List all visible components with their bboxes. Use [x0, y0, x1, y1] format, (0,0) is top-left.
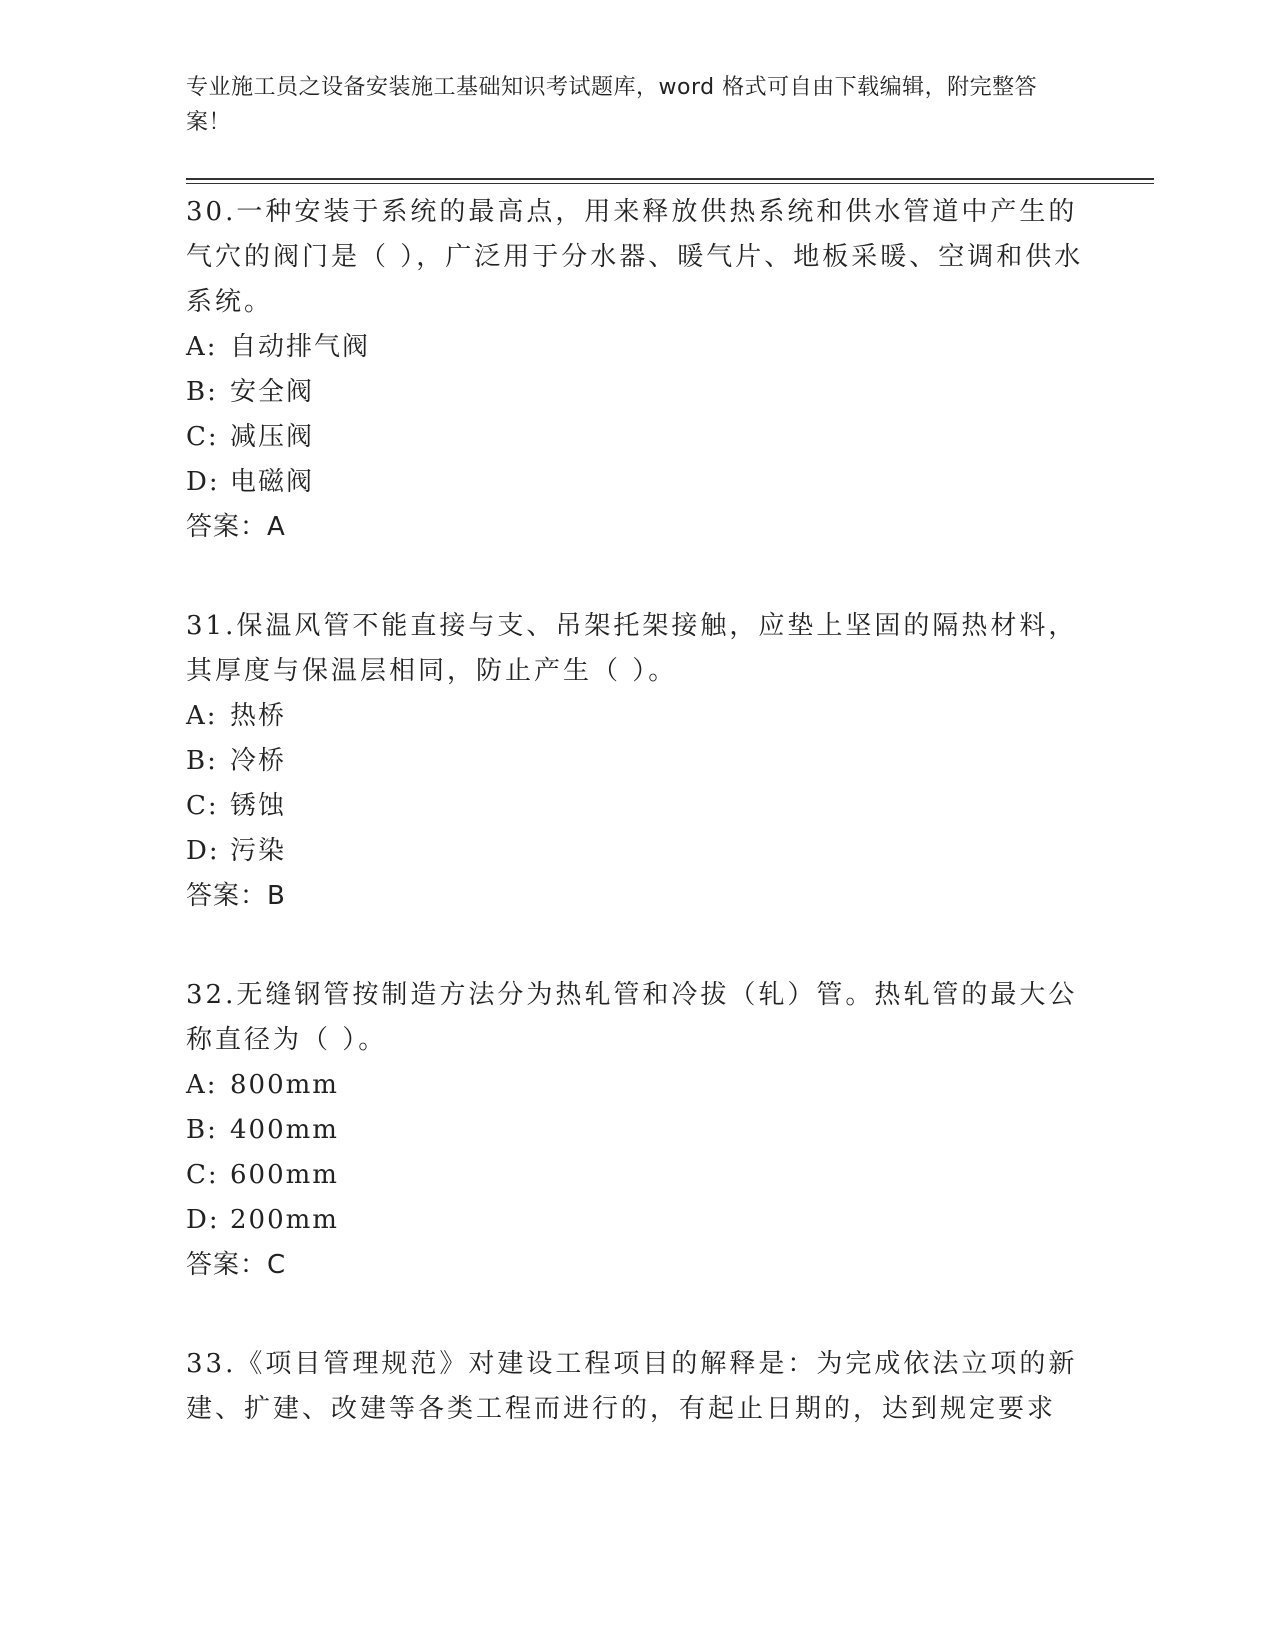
option-a [186, 694, 1086, 739]
option-text: 锈蚀 [230, 791, 287, 821]
option-text: 冷桥 [230, 746, 287, 776]
option-d [186, 1198, 1086, 1243]
option-b [186, 370, 1086, 415]
option-text: 400mm [230, 1115, 339, 1145]
question-30 [186, 190, 1086, 550]
option-label: C: [186, 422, 219, 452]
option-text: 减压阀 [230, 422, 315, 452]
option-text: 污染 [230, 836, 287, 866]
document-header [186, 70, 1066, 140]
option-text: 电磁阀 [230, 467, 315, 497]
header-text: 专业施工员之设备安装施工基础知识考试题库，word 格式可自由下载编辑，附完整答案！ [186, 75, 1038, 135]
option-label: B: [186, 1115, 218, 1145]
option-label: B: [186, 377, 218, 407]
answer: 答案：A [186, 512, 286, 542]
option-label: A: [186, 332, 218, 362]
question-text: 31.保温风管不能直接与支、吊架托架接触，应垫上坚固的隔热材料，其厚度与保温层相同，防止产生（ ）。 [186, 611, 1078, 686]
option-label: C: [186, 791, 219, 821]
option-text: 800mm [230, 1070, 339, 1100]
answer: 答案：C [186, 1250, 287, 1280]
question-32 [186, 973, 1086, 1288]
option-text: 安全阀 [230, 377, 315, 407]
option-label: D: [186, 1205, 220, 1235]
option-label: A: [186, 701, 218, 731]
option-d [186, 460, 1086, 505]
question-text: 30.一种安装于系统的最高点，用来释放供热系统和供水管道中产生的气穴的阀门是（ ），广泛用于分水器、暖气片、地板采暖、空调和供水系统。 [186, 197, 1084, 317]
option-label: B: [186, 746, 218, 776]
question-31 [186, 604, 1086, 919]
question-text: 32.无缝钢管按制造方法分为热轧管和冷拔（轧）管。热轧管的最大公称直径为（ ）。 [186, 980, 1078, 1055]
option-c [186, 1153, 1086, 1198]
option-text: 热桥 [230, 701, 287, 731]
option-label: D: [186, 467, 220, 497]
option-c [186, 784, 1086, 829]
option-c [186, 415, 1086, 460]
header-divider-thin [186, 183, 1154, 184]
option-a [186, 325, 1086, 370]
question-list [186, 190, 1086, 1486]
option-b [186, 739, 1086, 784]
option-a [186, 1063, 1086, 1108]
answer: 答案：B [186, 881, 286, 911]
question-33 [186, 1342, 1086, 1432]
option-text: 600mm [230, 1160, 339, 1190]
option-label: C: [186, 1160, 219, 1190]
option-label: A: [186, 1070, 218, 1100]
option-b [186, 1108, 1086, 1153]
option-text: 自动排气阀 [230, 332, 371, 362]
option-label: D: [186, 836, 220, 866]
header-divider-thick [186, 178, 1154, 180]
question-text: 33.《项目管理规范》对建设工程项目的解释是：为完成依法立项的新建、扩建、改建等各类工程而进行的，有起止日期的，达到规定要求 [186, 1349, 1078, 1424]
option-d [186, 829, 1086, 874]
option-text: 200mm [230, 1205, 339, 1235]
